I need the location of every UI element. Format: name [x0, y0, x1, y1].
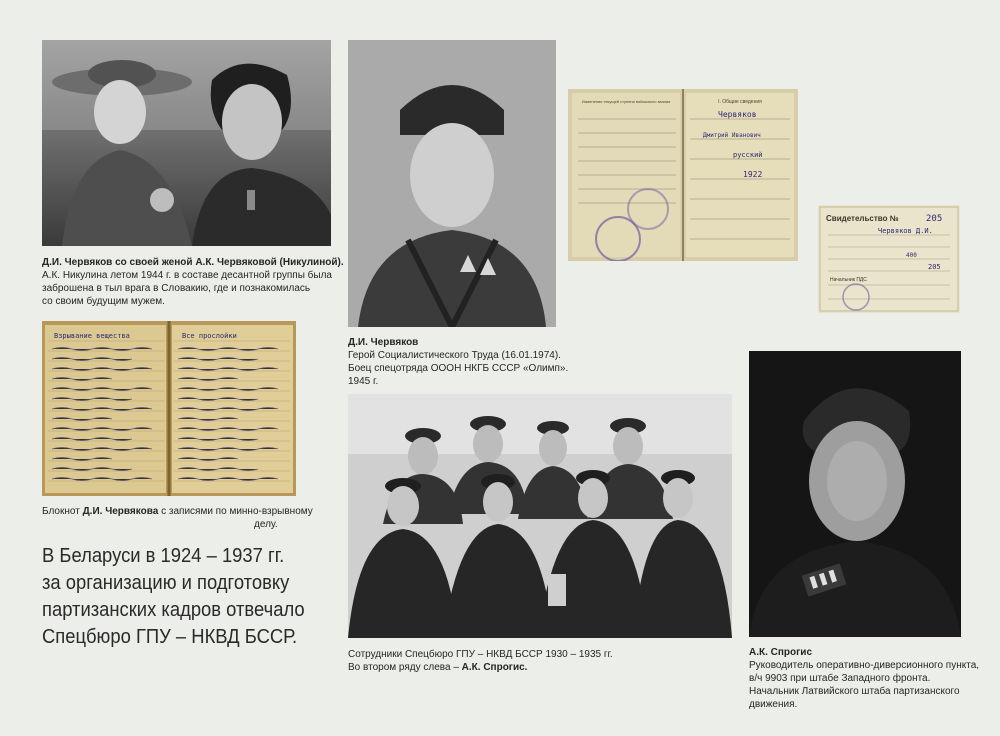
headline-line: В Беларуси в 1924 – 1937 гг.	[42, 545, 285, 567]
notebook-caption-prefix: Блокнот	[42, 506, 83, 517]
sprogis-caption-line: движения.	[749, 699, 798, 710]
chervyakov-caption-line: Боец спецотряда ОООН НКГБ СССР «Олимп».	[348, 363, 569, 374]
group-photo	[348, 394, 732, 638]
certificate-assigned-number: 205	[928, 263, 941, 271]
chervyakov-portrait-photo	[348, 40, 556, 327]
booklet-right-heading: I. Общие сведения	[718, 99, 762, 105]
couple-photo	[42, 40, 331, 246]
certificate-number: 205	[926, 214, 943, 224]
booklet-left-heading: Изменения текущей ступени войскового звания	[581, 99, 671, 104]
chervyakov-caption-line: Герой Социалистического Труда (16.01.1974).	[348, 350, 561, 361]
group-caption-name: А.К. Спрогис.	[461, 662, 528, 673]
headline	[42, 543, 327, 651]
notebook-photo	[42, 321, 296, 496]
military-id-booklet	[568, 89, 798, 261]
chervyakov-caption-line: 1945 г.	[348, 376, 379, 387]
chervyakov-caption-name: Д.И. Червяков	[348, 337, 419, 348]
sprogis-caption-name: А.К. Спрогис	[749, 647, 813, 658]
sprogis-portrait-photo	[749, 351, 961, 637]
notebook-caption-name: Д.И. Червякова	[82, 506, 159, 517]
booklet-surname: Червяков	[718, 110, 757, 119]
notebook-caption-suffix: с записями по минно-взрывному	[158, 506, 313, 517]
couple-caption-title: Д.И. Червяков со своей женой А.К. Червяковой (Никулиной).	[42, 257, 344, 268]
notebook-caption	[42, 505, 322, 531]
group-caption-line: Сотрудники Спецбюро ГПУ – НКВД БССР 1930 – 1935 гг.	[348, 649, 613, 660]
booklet-nationality: русский	[733, 151, 763, 159]
group-caption-prefix: Во втором ряду слева –	[348, 662, 462, 673]
certificate-jumps: 400	[906, 252, 917, 259]
certificate-chief-label: Начальник ПДС	[830, 277, 867, 283]
certificate-title: Свидетельство №	[826, 214, 899, 223]
couple-caption-line: со своим будущим мужем.	[42, 296, 165, 307]
chervyakov-caption	[348, 336, 569, 388]
sprogis-caption	[749, 646, 980, 711]
booklet-name: Дмитрий Иванович	[703, 132, 761, 139]
sprogis-caption-line: Начальник Латвийского штаба партизанского	[749, 686, 960, 697]
notebook-right-heading: Все прослойки	[182, 332, 237, 340]
parachute-certificate	[818, 205, 960, 313]
notebook-caption-line: делу.	[254, 519, 278, 530]
headline-line: Спецбюро ГПУ – НКВД БССР.	[42, 626, 298, 648]
headline-line: партизанских кадров отвечало	[42, 599, 305, 621]
couple-caption-line: заброшена в тыл врага в Словакию, где и познакомилась	[42, 283, 311, 294]
couple-caption	[42, 256, 342, 308]
group-caption	[348, 648, 648, 674]
headline-line: за организацию и подготовку	[42, 572, 290, 594]
sprogis-caption-line: Руководитель оперативно-диверсионного пункта,	[749, 660, 980, 671]
booklet-year: 1922	[743, 170, 763, 179]
couple-caption-line: А.К. Никулина летом 1944 г. в составе десантной группы была	[42, 270, 332, 281]
sprogis-caption-line: в/ч 9903 при штабе Западного фронта.	[749, 673, 931, 684]
certificate-name: Червяков Д.И.	[878, 227, 933, 235]
notebook-left-heading: Взрывание вещества	[54, 332, 130, 340]
